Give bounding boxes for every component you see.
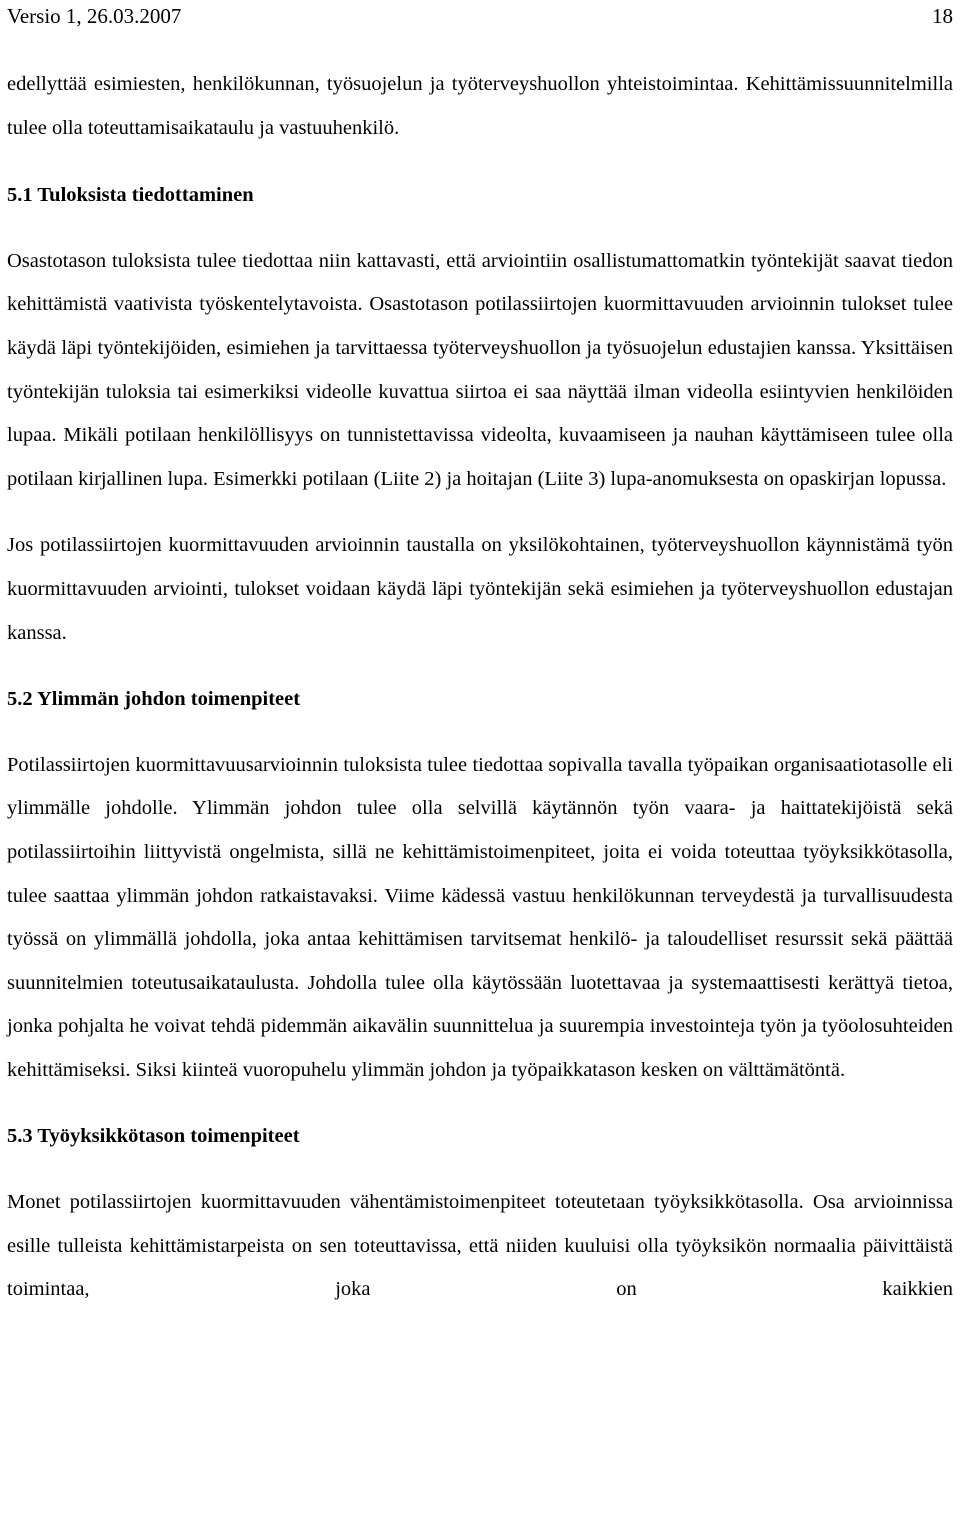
spacer [7, 655, 953, 678]
section-5-1-paragraph-1: Osastotason tuloksista tulee tiedottaa niin kattavasti, että arviointiin osallistumattomatkin työntekijät saavat tiedon kehittämistä vaativista työskentelytavoista. Osastotason potilassiirtojen kuormittavuuden arvioinnin tulokset tulee käydä läpi työntekijöiden, esimiehen ja tarvittaessa työterveyshuollon ja työsuojelun edustajien kanssa. Yksittäisen työntekijän tuloksia tai esimerkiksi videolle kuvattua siirtoa ei saa näyttää ilman videolla esiintyvien henkilöiden lupaa. Mikäli potilaan henkilöllisyys on tunnistettavissa videolta, kuvaamiseen ja nauhan käyttämiseen tulee olla potilaan kirjallinen lupa. Esimerkki potilaan (Liite 2) ja hoitajan (Liite 3) lupa-anomuksesta on opaskirjan lopussa. [7, 249, 953, 490]
spacer [7, 501, 953, 524]
section-heading-5-2: 5.2 Ylimmän johdon toimenpiteet [7, 688, 301, 711]
section-heading-5-1: 5.1 Tuloksista tiedottaminen [7, 184, 254, 207]
spacer [7, 150, 953, 174]
document-body [7, 63, 953, 1312]
spacer [7, 218, 953, 240]
section-heading-5-3: 5.3 Työyksikkötason toimenpiteet [7, 1125, 300, 1148]
page-number: 18 [932, 4, 953, 28]
document-version: Versio 1, 26.03.2007 [7, 4, 182, 28]
section-5-1-paragraph-2: Jos potilassiirtojen kuormittavuuden arvioinnin taustalla on yksilökohtainen, työterveyshuollon käynnistämä työn kuormittavuuden arviointi, tulokset voidaan käydä läpi työntekijän sekä esimiehen ja työterveyshuollon edustajan kanssa. [7, 534, 953, 644]
section-5-2-paragraph-1: Potilassiirtojen kuormittavuusarvioinnin tuloksista tulee tiedottaa sopivalla tavalla työpaikan organisaatiotasolle eli ylimmälle johdolle. Ylimmän johdon tulee olla selvillä käytännön työn vaara- ja haittatekijöistä sekä potilassiirtoihin liittyvistä ongelmista, sillä ne kehittämistoimenpiteet, joita ei voida toteuttaa työyksikkötasolla, tulee saattaa ylimmän johdon ratkaistavaksi. Viime kädessä vastuu henkilökunnan terveydestä ja turvallisuudesta työssä on ylimmällä johdolla, joka antaa kehittämisen tarvitsemat henkilö- ja taloudelliset resurssit sekä päättää suunnitelmien toteutusaikataulusta. Johdolla tulee olla käytössään luotettavaa ja systemaattisesti kerättyä tietoa, jonka pohjalta he voivat tehdä pidemmän aikavälin suunnittelua ja suurempia investointeja työn ja työolosuhteiden kehittämiseksi. Siksi kiinteä vuoropuhelu ylimmän johdon ja työpaikkatason kesken on välttämätöntä. [7, 753, 953, 1081]
spacer [7, 1159, 953, 1181]
intro-paragraph: edellyttää esimiesten, henkilökunnan, työsuojelun ja työterveyshuollon yhteistoimintaa. Kehittämissuunnitelmilla tulee olla toteuttamisaikataulu ja vastuuhenkilö. [7, 73, 953, 139]
spacer [7, 1092, 953, 1115]
page-header [0, 0, 960, 32]
section-5-3-paragraph-1: Monet potilassiirtojen kuormittavuuden vähentämistoimenpiteet toteutetaan työyksikkötasolla. Osa arvioinnissa esille tulleista kehittämistarpeista on sen toteuttavissa, että niiden kuuluisi olla työyksikön normaalia päivittäistä toimintaa, joka on kaikkien [7, 1191, 953, 1301]
spacer [7, 722, 953, 744]
